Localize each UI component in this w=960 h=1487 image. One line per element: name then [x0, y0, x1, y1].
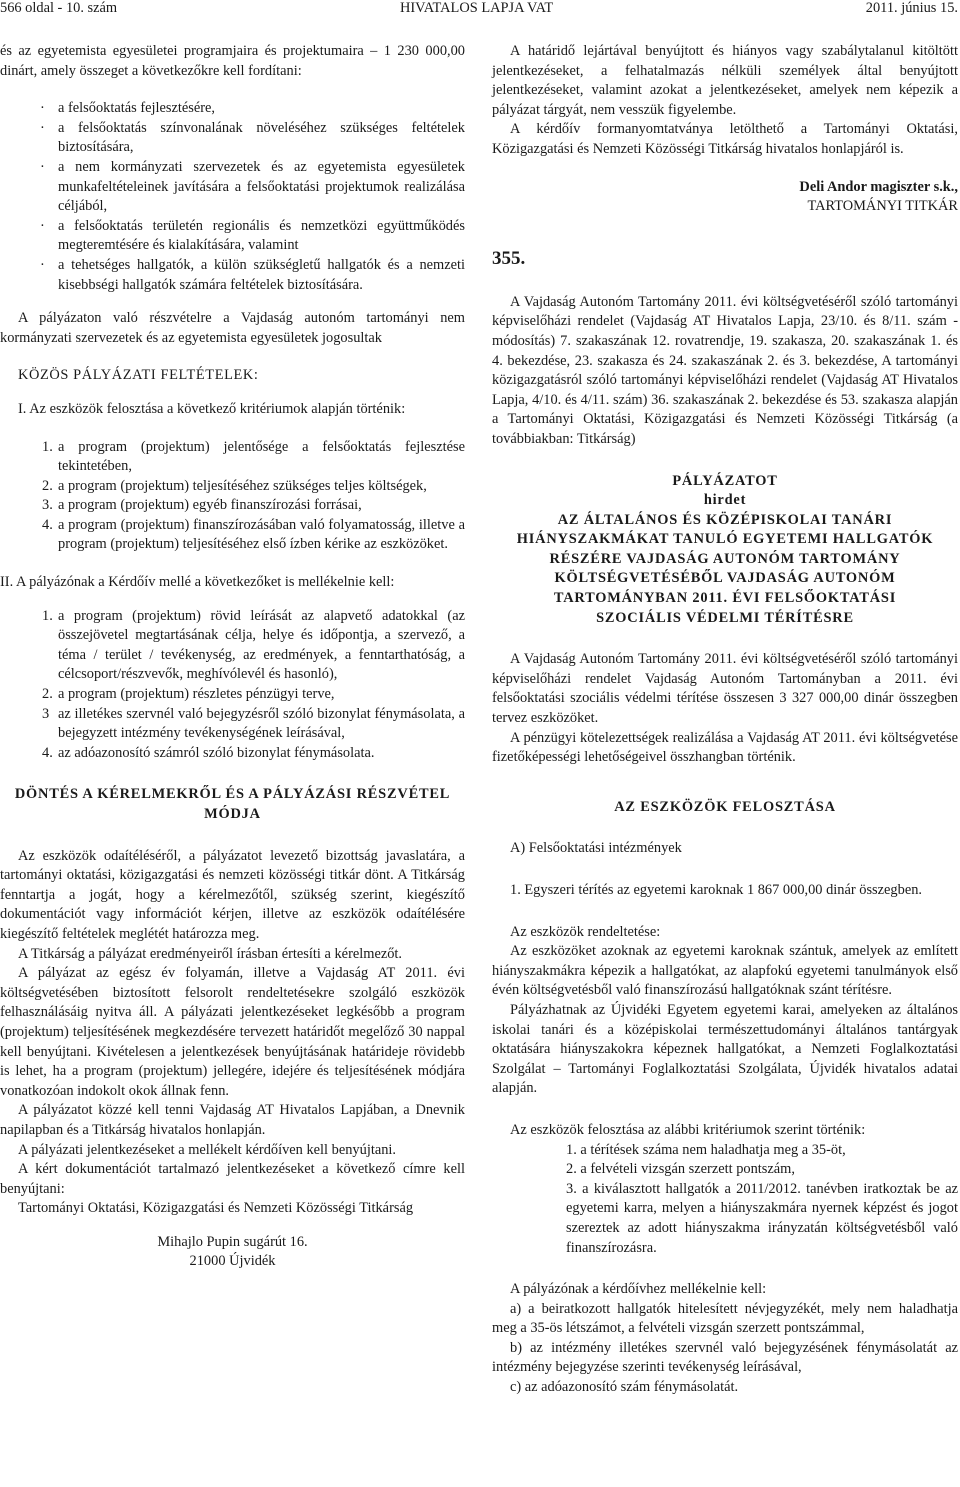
- attachments-intro: II. A pályázónak a Kérdőív mellé a következőket is mellékelnie kell:: [0, 574, 395, 591]
- common-conditions-heading: KÖZÖS PÁLYÁZATI FELTÉTELEK:: [18, 367, 259, 384]
- signer-name: Deli Andor magiszter s.k.,: [799, 178, 958, 195]
- bullet-mark: ·: [40, 158, 45, 175]
- attachments-list: [0, 607, 465, 764]
- list-item: 4. a program (projektum) finanszírozásában való folyamatosság, illetve a program (projektum) teljesítéséhez első ízben kérike az eszközöket.: [42, 516, 465, 553]
- decision-paragraph: A pályázat az egész év folyamán, illetve a Vajdaság AT 2011. évi költségvetésében biztosított felsorolt rendeltetésekre szolgáló eszközök felhasználásáig nyitva áll. A pályázati jelentkezéseket legkésőbb a program (projektum) teljesítésének megkezdésére tervezett határidőt megelőző 30 nappal kell benyújtani. Kivételesen a jelentkezések benyújtásának határideje rövidebb is lehet, ha a program (projektum) jellegére, idejére és teljesítésének módjára vonatkozóan indokolt okok állnak fenn.: [0, 965, 465, 1099]
- list-item: 3. a kiválasztott hallgatók a 2011/2012. tanévben iratkoztak be az egyetemi karra, melyen a hiányszakmára nyernek képzést és jogot szereztek az adott hiányszakma irányzatán költségvetésből való finanszírozásra.: [566, 1180, 958, 1256]
- list-item: 1. a program (projektum) jelentősége a felsőoktatás fejlesztése tekintetében,: [42, 438, 465, 475]
- list-item: 3. a program (projektum) egyéb finanszírozási forrásai,: [42, 497, 362, 514]
- left-column: [0, 42, 465, 1272]
- allocation-heading: AZ ESZKÖZÖK FELOSZTÁSA: [614, 798, 836, 815]
- title-line: hirdet: [703, 492, 747, 509]
- purpose-paragraph: Pályázhatnak az Újvidéki Egyetem egyetemi karai, amelyeken az általános iskolai tanári és a középiskolai természettudományi általános tantárgyak oktatására hiányszakokra képeznek hallgatókat, a Nemzeti Foglalkoztatási Szolgálat – Tartományi Foglalkoztatási Szolgálata, Újvidék hivatalos adatai alapján.: [492, 1001, 958, 1097]
- title-line: TARTOMÁNYBAN 2011. ÉVI FELSŐOKTATÁSI: [553, 590, 897, 607]
- list-item: 2. a felvételi vizsgán szerzett pontszám,: [566, 1161, 795, 1178]
- legal-basis-paragraph: A Vajdaság Autonóm Tartomány 2011. évi költségvetéséről szóló tartományi képviselőházi rendelet (Vajdaság AT Hivatalos Lapja, 23/10. és 8/11. szám - módosítás) 7. szakaszának 12. rovatrendje, 19. szakasza, 20. szakaszának 1. és 4. bekezdése, 23. szakasza és 24. szakaszának 2. és 3. bekezdése, A tartományi közigazgatásról szóló tartományi képviselőházi rendelet (Vajdaság AT Hivatalos Lapja, 4/10. és 4/11. szám) 36. szakaszának 2. bekezdése és 53. szakasza alapján a Tartományi Oktatási, Közigazgatási és Nemzeti Közösségi Titkárság (a továbbiakban: Titkárság): [492, 293, 958, 447]
- criteria-intro: I. Az eszközök felosztása a következő kritériumok alapján történik:: [18, 400, 406, 417]
- bullet-mark: ·: [40, 256, 45, 273]
- title-line: PÁLYÁZATOT: [672, 472, 778, 489]
- purpose-paragraph: Az eszközöket azoknak az egyetemi karoknak szántuk, amelyek az említett hiányszakmákra képezik a hallgatókat, az alapfokú egyetemi tanulmányok első évén költségvetésből való finanszírozású hallgatóknak szánt térítésre.: [492, 943, 958, 999]
- budget-paragraph: A Vajdaság Autonóm Tartomány 2011. évi költségvetéséről szóló tartományi képviselőházi rendelet Vajdaság Autonóm Tartományban a 2011. évi felsőoktatási szociális védelmi térítése összesen 3 327 000,00 dinár összegben tervez eszközöket.: [492, 651, 958, 727]
- decision-paragraph: A pályázatot közzé kell tenni Vajdaság AT Hivatalos Lapjában, a Dnevnik napilapban és a Titkárság hivatalos honlapján.: [0, 1102, 465, 1138]
- address-street: Mihajlo Pupin sugárút 16.: [157, 1233, 308, 1250]
- purpose-bullet-list: [0, 99, 465, 295]
- title-line: RÉSZÉRE VAJDASÁG AUTONÓM TARTOMÁNY: [549, 550, 901, 567]
- budget-paragraph: A pénzügyi kötelezettségek realizálása a Vajdaság AT 2011. évi költségvetése fizetőképességi lehetőségeivel összhangban történik.: [492, 729, 958, 766]
- criteria-list: [0, 438, 465, 556]
- announcement-title: [492, 472, 958, 629]
- list-item: 1. a program (projektum) rövid leírását az alapvető adatokkal (az összejövetel megtartásának célja, helye és időpontja, a szervező, a téma / terület / tevékenység, az eredmények, a fenntarthatóság, a célcsoport/részvevők, meghívólevél és hasonló),: [42, 607, 465, 683]
- header-publication: HIVATALOS LAPJA VAT: [400, 0, 554, 16]
- decision-heading: DÖNTÉS A KÉRELMEKRŐL ÉS A PÁLYÁZÁSI RÉSZVÉTEL MÓDJA: [14, 786, 451, 822]
- decision-paragraph: Tartományi Oktatási, Közigazgatási és Nemzeti Közösségi Titkárság: [18, 1200, 414, 1217]
- decision-paragraph: Az eszközök odaítéléséről, a pályázatot levezető bizottság javaslatára, a tartományi oktatási, közigazgatási és nemzeti közösségi titkár dönt. A Titkárság fenntartja a jogát, hogy a kérelmezőtől, szükség szerint, kiegészítő dokumentációt vagy információt kérjen, illetve az eszközök odaítélésére kiegészítő feltételek meglétét határozza meg.: [0, 847, 465, 942]
- one-time-grant: 1. Egyszeri térítés az egyetemi karoknak 1 867 000,00 dinár összegben.: [510, 882, 923, 898]
- title-line: SZOCIÁLIS VÉDELMI TÉRÍTÉSRE: [596, 609, 854, 626]
- title-line: HIÁNYSZAKMÁKAT TANULÓ EGYETEMI HALLGATÓK: [516, 531, 934, 548]
- list-item: c) az adóazonosító szám fénymásolatát.: [510, 1379, 739, 1396]
- list-item: · a tehetséges hallgatók, a külön szükségletű hallgatók és a nemzeti kisebbségi hallgatók számára feltételek biztosítására.: [58, 256, 465, 295]
- decision-paragraph: A kért dokumentációt tartalmazó jelentkezéseket a következő címre kell benyújtani:: [0, 1161, 465, 1197]
- signature-block: [492, 178, 958, 217]
- intro-paragraph: és az egyetemista egyesületei programjaira és projektumaira – 1 230 000,00 dinárt, amely összeget a következőkre kell fordítani:: [0, 43, 465, 79]
- criteria-list: [492, 1141, 958, 1259]
- header-date: 2011. június 15.: [865, 0, 958, 16]
- list-item: b) az intézmény illetékes szervnél való bejegyzésének fénymásolatát az intézmény bejegyzése szerinti tevékenység leírásával,: [492, 1339, 958, 1376]
- decision-paragraph: A Titkárság a pályázat eredményeiről írásban értesíti a kérelmezőt.: [18, 945, 403, 962]
- list-item: 2. a program (projektum) teljesítéséhez szükséges teljes költségek,: [42, 477, 427, 494]
- list-item: 4. az adóazonosító számról szóló bizonylat fénymásolata.: [42, 744, 375, 761]
- bullet-mark: ·: [40, 100, 45, 117]
- attachments-intro: A pályázónak a kérdőívhez mellékelnie kell:: [510, 1281, 767, 1298]
- list-item: · a nem kormányzati szervezetek és az egyetemista egyesületek munkafeltételeinek javítására a felsőoktatási projektumok realizálása céljából,: [58, 158, 465, 217]
- header-page-number: 566 oldal - 10. szám: [0, 0, 118, 16]
- eligibility-paragraph: A pályázaton való részvételre a Vajdaság autonóm tartományi nem kormányzati szervezetek és az egyetemista egyesületek jogosultak: [0, 310, 465, 346]
- purpose-label: Az eszközök rendeltetése:: [510, 923, 661, 940]
- list-item: · a felsőoktatás fejlesztésére,: [58, 99, 465, 119]
- list-item: a) a beiratkozott hallgatók hitelesített névjegyzékét, mely nem haladhatja meg a 35-ös létszámot, a felvételi vizsgán szerzett pontszámmal,: [492, 1300, 958, 1337]
- bullet-mark: ·: [40, 119, 45, 136]
- right-column: [492, 42, 958, 1398]
- title-line: KÖLTSÉGVETÉSÉBŐL VAJDASÁG AUTONÓM: [554, 570, 896, 587]
- decision-paragraph: A pályázati jelentkezéseket a mellékelt kérdőíven kell benyújtani.: [18, 1141, 396, 1158]
- list-item: 3 az illetékes szervnél való bejegyzésről szóló bizonylat fénymásolata, a bejegyzett intézmény tevékenységének leírásával,: [42, 705, 465, 742]
- title-line: AZ ÁLTALÁNOS ÉS KÖZÉPISKOLAI TANÁRI: [557, 511, 893, 528]
- bullet-mark: ·: [40, 217, 45, 234]
- act-number: 355.: [492, 247, 526, 269]
- list-item: 2. a program (projektum) részletes pénzügyi terve,: [42, 686, 335, 703]
- criteria-intro: Az eszközök felosztása az alábbi kritériumok szerint történik:: [510, 1121, 866, 1138]
- page-header: [0, 0, 960, 16]
- institutions-subheading: A) Felsőoktatási intézmények: [510, 840, 682, 857]
- download-paragraph: A kérdőív formanyomtatványa letölthető a Tartományi Oktatási, Közigazgatási és Nemzeti Közösségi Titkárság hivatalos honlapjáról is.: [492, 121, 958, 157]
- address-city: 21000 Újvidék: [189, 1253, 276, 1270]
- list-item: · a felsőoktatás területén regionális és nemzetközi együttműködés megteremtésére és kialakítására, valamint: [58, 217, 465, 256]
- rejection-paragraph: A határidő lejártával benyújtott és hiányos vagy szabálytalanul kitöltött jelentkezéseket, a felhatalmazás nélküli személyek által benyújtott jelentkezéseket, valamint azokat a jelentkezéseket, amelyek nem képezik a pályázat tárgyát, nem vesszük figyelembe.: [492, 43, 958, 118]
- list-item: 1. a térítések száma nem haladhatja meg a 35-öt,: [566, 1141, 846, 1158]
- signer-title: TARTOMÁNYI TITKÁR: [807, 198, 958, 215]
- list-item: · a felsőoktatás színvonalának növeléséhez szükséges feltételek biztosítására,: [58, 119, 465, 158]
